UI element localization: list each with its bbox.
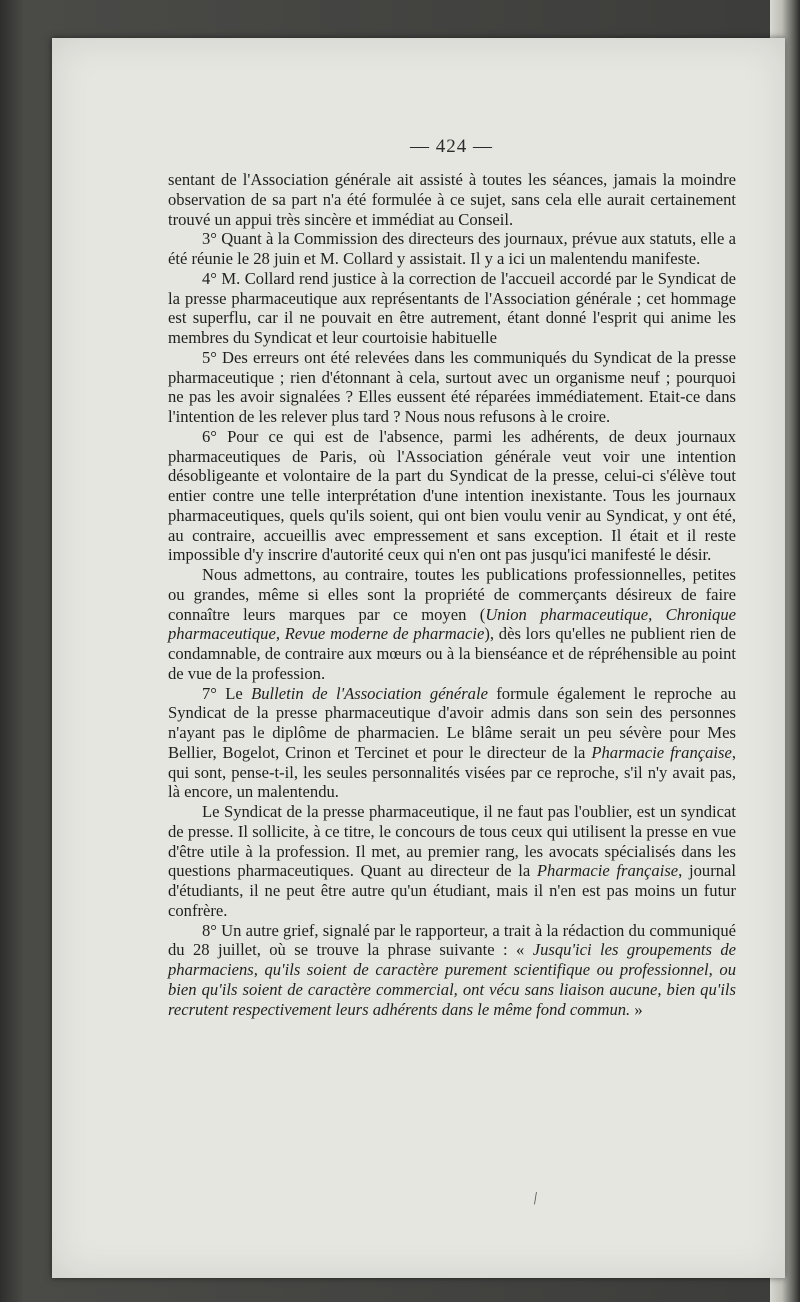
paragraph-p8 <box>168 802 736 921</box>
text-run: 7° Le <box>202 683 252 703</box>
italic-title: Bulletin de l'Association générale <box>251 683 488 703</box>
text-run: Nous admettons, au contraire, toutes les publications professionnelles, petites ou grandes, même si elles sont la propriété de commerçants désireux de faire connaître leurs marques par ce moyen ( <box>168 565 736 624</box>
paragraph-p6 <box>168 565 736 684</box>
paragraph-p5: 6° Pour ce qui est de l'absence, parmi les adhérents, de deux journaux pharmaceutiques de Paris, où l'Association générale veut voir une intention désobligeante et volontaire de la part du Syndicat de la presse, celui-ci s'élève tout entier contre une telle interprétation d'une intention inexistante. Tous les journaux pharmaceutiques, quels qu'ils soient, qui ont bien voulu venir au Syndicat, y ont été, au contraire, accueillis avec empressement et sans exception. Il était et il reste impossible d'y inscrire d'autorité ceux qui n'en ont pas jusqu'ici manifesté le désir. <box>168 426 736 565</box>
text-run: , qui sont, pense-t-il, les seules personnalités visées par ce reproche, s'il n'y avait pas, là encore, un malentendu. <box>168 742 736 802</box>
paragraph-p3: 4° M. Collard rend justice à la correction de l'accueil accordé par le Syndicat de la presse pharmaceutique aux représentants de l'Association générale ; cet hommage est superflu, car il ne pouvait en être autrement, étant donné l'esprit qui anime les membres du Syndicat et leur courtoisie habituelle <box>168 268 736 347</box>
stray-mark: / <box>531 1187 540 1209</box>
paragraph-p7 <box>168 684 736 803</box>
text-run: Le Syndicat de la presse pharmaceutique, il ne faut pas l'oublier, est un syndicat de presse. Il sollicite, à ce titre, le concours de tous ceux qui utilisent la presse en vue d'être utile à la profession. Il met, au premier rang, les avocats spécialisés dans les questions pharmaceutiques. Quant au directeur de la <box>168 802 736 881</box>
italic-title: Pharmacie française <box>591 742 732 762</box>
paragraph-p1: sentant de l'Association générale ait assisté à toutes les séances, jamais la moindre observation de sa part n'a été formulée à ce sujet, sans cela elle aurait certainement trouvé un appui très sincère et immédiat au Conseil. <box>168 170 736 229</box>
body-text <box>168 170 736 1019</box>
italic-title: Pharmacie française <box>536 861 679 881</box>
text-run: 8° Un autre grief, signalé par le rapporteur, a trait à la rédaction du communiqué du 28 juillet, où se trouve la phrase suivante : « <box>168 920 736 960</box>
paragraph-p2: 3° Quant à la Commission des directeurs des journaux, prévue aux statuts, elle a été réunie le 28 juin et M. Collard y assistait. Il y a ici un malentendu manifeste. <box>168 229 736 268</box>
text-run: » <box>630 999 643 1019</box>
page-number: — 424 — <box>410 136 493 157</box>
text-run: ), dès lors qu'elles ne publient rien de condamnable, de contraire aux mœurs ou à la bienséance et de répréhensible au point de vue de la profession. <box>168 624 736 683</box>
italic-title: Union pharmaceutique, Chronique pharmaceutique, Revue moderne de pharmacie <box>168 604 737 644</box>
text-run: , journal d'étudiants, il ne peut être autre qu'un étudiant, mais il n'en est pas moins un futur confrère. <box>168 861 736 920</box>
paragraph-p9 <box>168 921 736 1020</box>
paragraph-p4: 5° Des erreurs ont été relevées dans les communiqués du Syndicat de la presse pharmaceutique ; rien d'étonnant à cela, surtout avec un organisme neuf ; pourquoi ne pas les avoir signalées ? Elles eussent été réparées immédiatement. Etait-ce dans l'intention de les relever plus tard ? Nous nous refusons à le croire. <box>168 347 736 426</box>
text-run: formule également le reproche au Syndicat de la presse pharmaceutique d'avoir admis dans son sein des personnes n'ayant pas le diplôme de pharmacien. Le blâme serait un peu sévère pour Mes Bellier, Bogelot, Crinon et Tercinet et pour le directeur de la <box>168 683 736 762</box>
italic-title: Jusqu'ici les groupements de pharmaciens, qu'ils soient de caractère purement scientifique ou professionnel, ou bien qu'ils soient de caractère commercial, ont vécu sans liaison aucune, bien qu'ils recrutent respectivement leurs adhérents dans le même fond commun. <box>168 940 736 1019</box>
